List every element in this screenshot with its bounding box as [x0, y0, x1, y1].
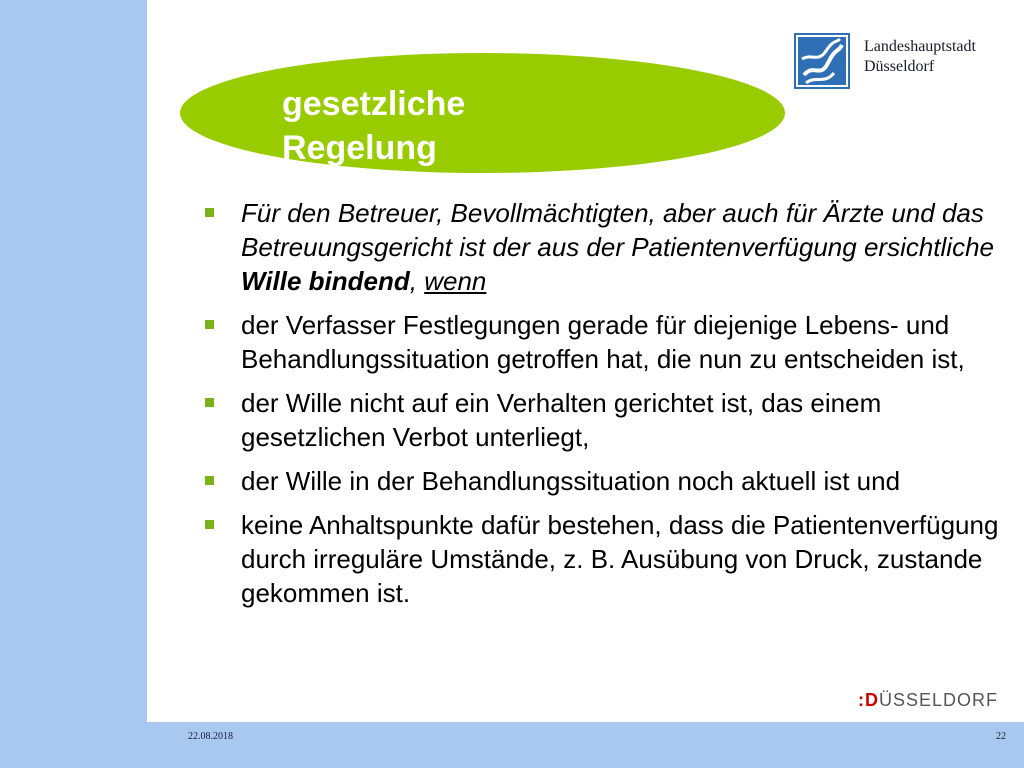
list-item — [205, 386, 1020, 454]
square-bullet-icon — [205, 398, 214, 407]
bullet-2-text: der Verfasser Festlegungen gerade für diejenige Lebens- und Behandlungssituation getroffen hat, die nun zu entscheiden ist, — [241, 310, 965, 374]
title-line-2: Regelung — [282, 129, 437, 167]
list-item — [205, 308, 1020, 376]
bullet-1-text-a: Für den Betreuer, Bevollmächtigten, aber auch für Ärzte und das Betreuungsgericht ist der aus der Patientenverfügung ersichtliche — [241, 198, 994, 262]
list-item — [205, 464, 1020, 498]
list-item — [205, 508, 1020, 610]
square-bullet-icon — [205, 320, 214, 329]
footer-date: 22.08.2018 — [188, 731, 233, 742]
list-item — [205, 196, 1020, 298]
duesseldorf-wordmark — [858, 690, 998, 712]
square-bullet-icon — [205, 520, 214, 529]
bullet-1-underlined: wenn — [424, 266, 487, 296]
title-line-1: gesetzliche — [282, 85, 466, 123]
city-name — [864, 37, 976, 77]
square-bullet-icon — [205, 208, 214, 217]
slide-title — [282, 82, 542, 170]
bullet-5-text: keine Anhaltspunkte dafür bestehen, dass die Patientenverfügung durch irreguläre Umstände, z. B. Ausübung von Druck, zustande gekommen ist. — [241, 510, 999, 608]
square-bullet-icon — [205, 476, 214, 485]
bullet-3-text: der Wille nicht auf ein Verhalten gerichtet ist, das einem gesetzlichen Verbot unterliegt, — [241, 388, 882, 452]
bullet-1-emphasis: Wille bindend — [241, 266, 410, 296]
city-logo — [794, 33, 994, 93]
page-number: 22 — [996, 731, 1006, 742]
city-coat-of-arms-icon — [794, 33, 850, 89]
footer-bar — [147, 722, 1024, 768]
city-name-line-1: Landeshauptstadt — [864, 38, 976, 55]
bullet-list — [205, 196, 1020, 620]
wordmark-rest: ÜSSELDORF — [879, 690, 999, 710]
city-name-line-2: Düsseldorf — [864, 58, 935, 75]
bullet-4-text: der Wille in der Behandlungssituation noch aktuell ist und — [241, 466, 901, 496]
bullet-1-text-b: , — [409, 266, 425, 296]
wordmark-prefix: :D — [858, 690, 879, 710]
